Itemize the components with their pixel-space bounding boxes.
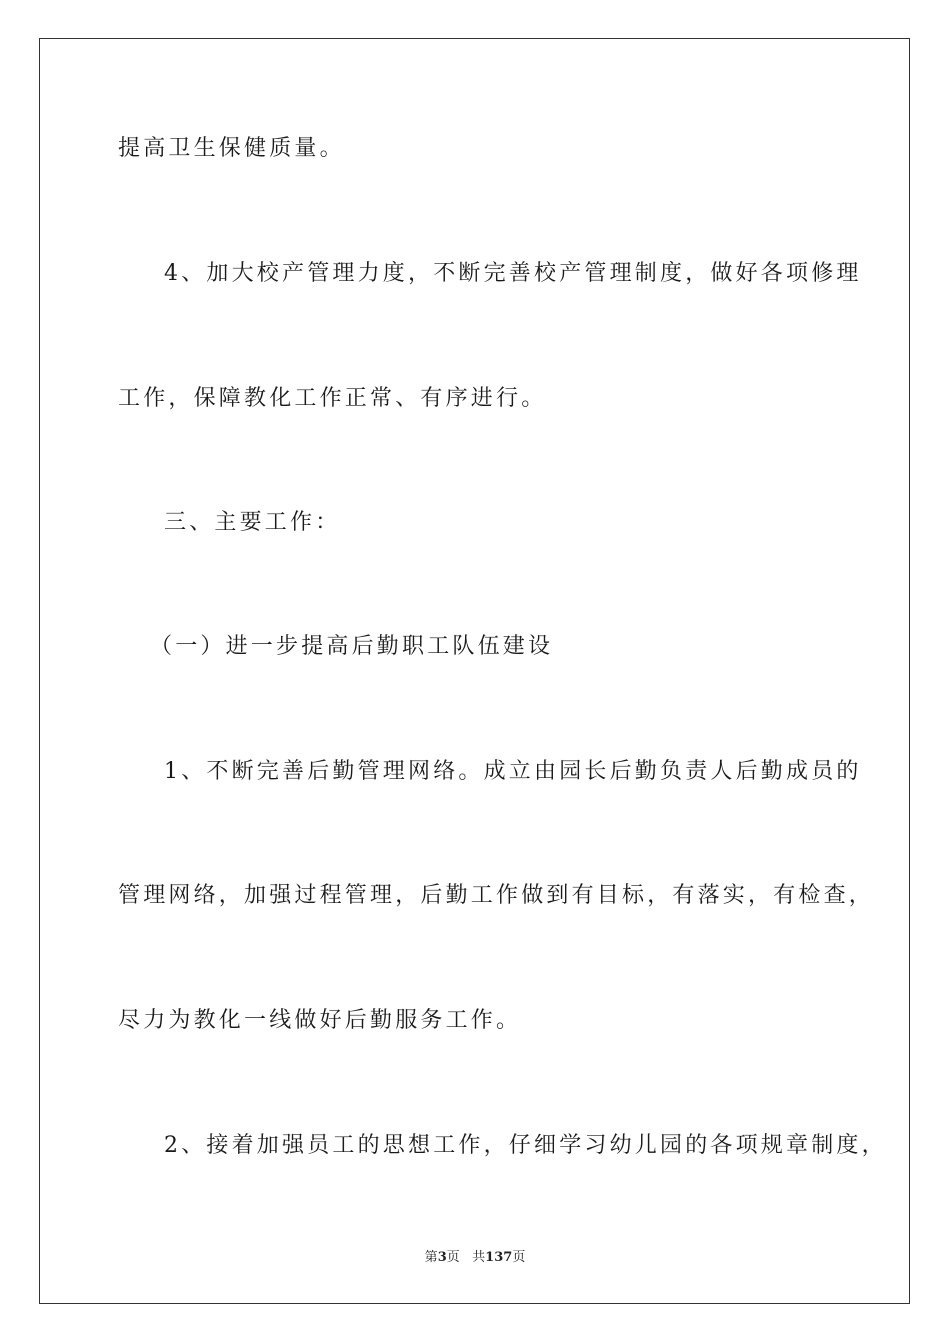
body-line-2: 4、加大校产管理力度，不断完善校产管理制度，做好各项修理 bbox=[164, 261, 862, 286]
section-heading: 三、主要工作： bbox=[164, 510, 341, 535]
footer-page-prefix: 第 bbox=[424, 1250, 438, 1265]
page-border bbox=[39, 38, 910, 1304]
body-line-7: 管理网络，加强过程管理，后勤工作做到有目标，有落实，有检查， bbox=[118, 883, 875, 908]
body-line-9: 2、接着加强员工的思想工作，仔细学习幼儿园的各项规章制度， bbox=[164, 1133, 887, 1158]
footer-page-suffix: 页 bbox=[446, 1250, 460, 1265]
body-line-8: 尽力为教化一线做好后勤服务工作。 bbox=[118, 1008, 522, 1033]
body-line-6: 1、不断完善后勤管理网络。成立由园长后勤负责人后勤成员的 bbox=[164, 759, 862, 784]
page-footer bbox=[0, 1246, 950, 1265]
body-line-3: 工作，保障教化工作正常、有序进行。 bbox=[118, 386, 547, 411]
subsection-heading: （一）进一步提高后勤职工队伍建设 bbox=[150, 634, 554, 659]
footer-total-pages: 137 bbox=[485, 1250, 513, 1265]
footer-total-prefix: 共 bbox=[472, 1250, 486, 1265]
footer-page-number: 3 bbox=[437, 1250, 447, 1265]
body-line-1: 提高卫生保健质量。 bbox=[118, 136, 345, 161]
footer-total-suffix: 页 bbox=[512, 1250, 526, 1265]
